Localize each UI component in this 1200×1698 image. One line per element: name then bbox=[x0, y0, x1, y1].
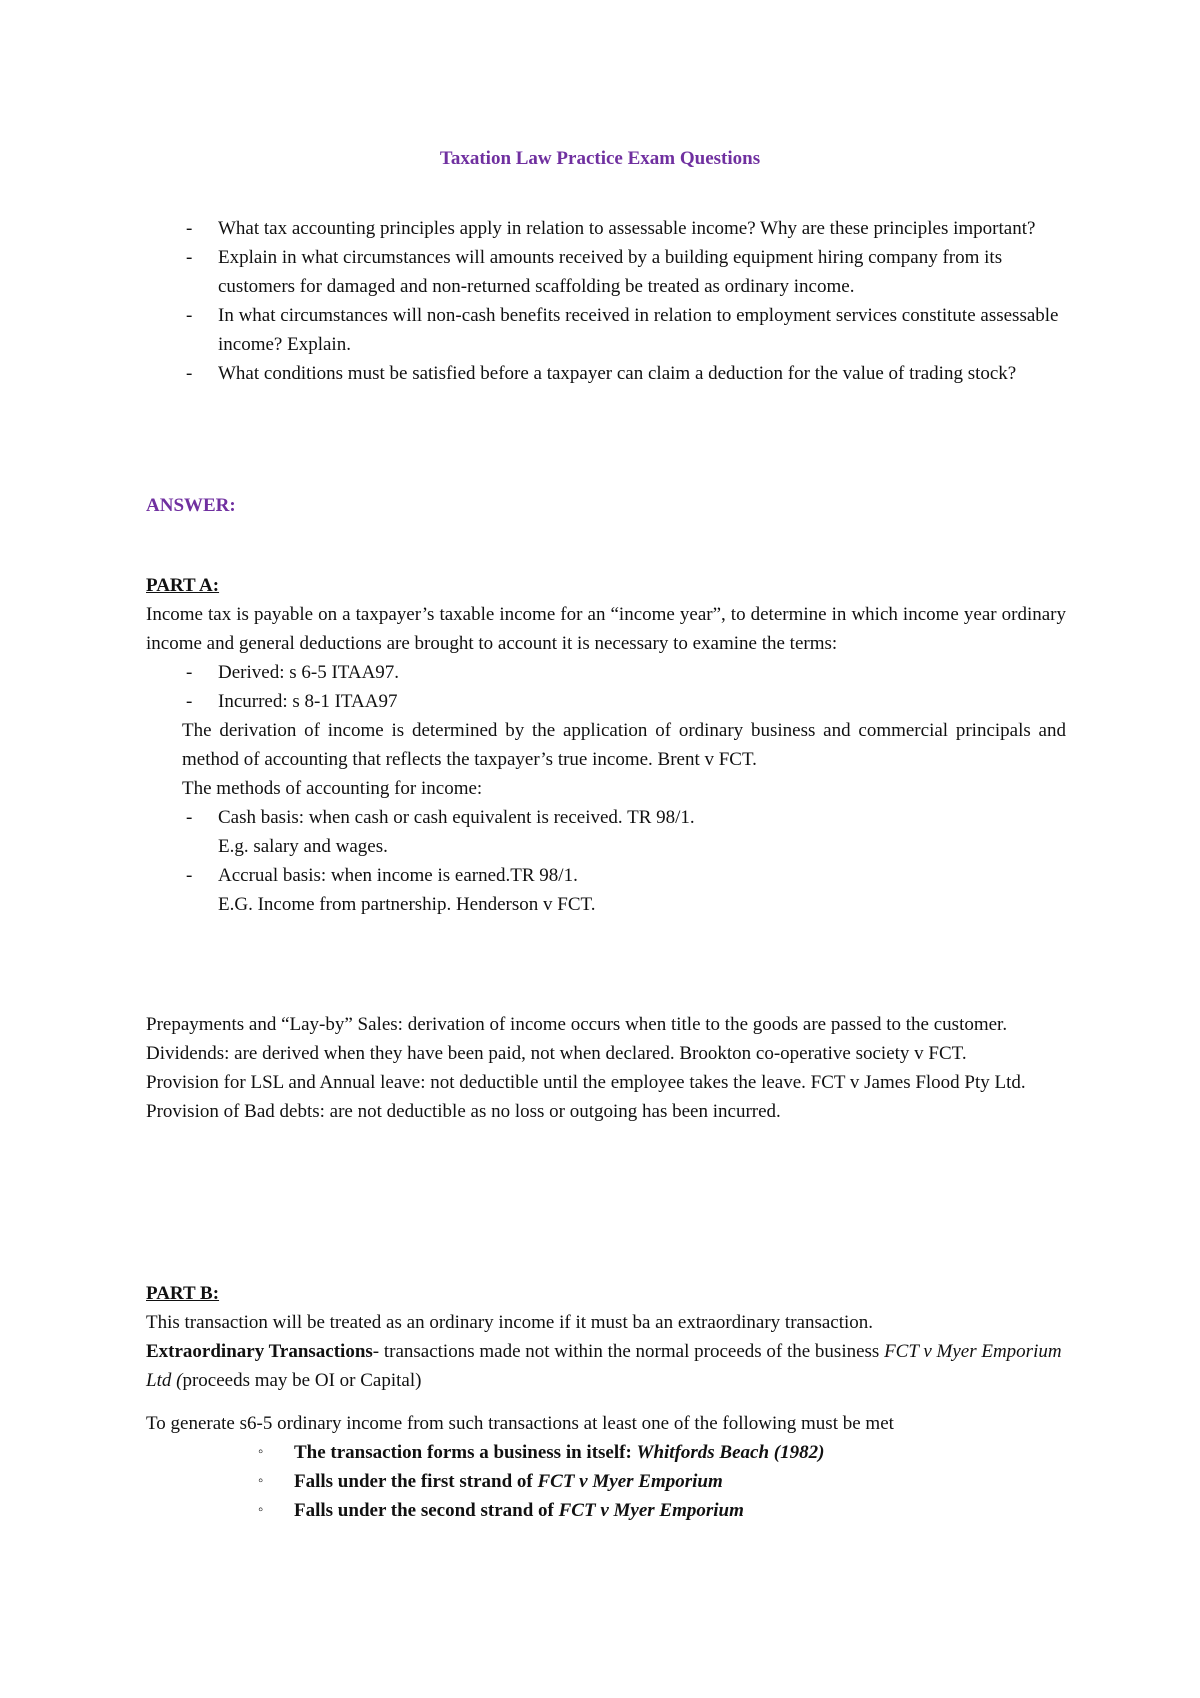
case-citation: Whitfords Beach (1982) bbox=[636, 1442, 825, 1463]
part-a-heading: PART A: bbox=[146, 575, 220, 596]
lsl-paragraph: Provision for LSL and Annual leave: not deductible until the employee takes the leave. FCT v James Flood Pty Ltd. bbox=[146, 1072, 1026, 1093]
method-item: - Accrual basis: when income is earned.TR 98/1. E.G. Income from partnership. Henderson v FCT. bbox=[146, 861, 1066, 919]
document-title: Taxation Law Practice Exam Questions bbox=[439, 148, 761, 169]
question-item: - Explain in what circumstances will amounts received by a building equipment hiring company from its customers for damaged and non-returned scaffolding be treated as ordinary income. bbox=[146, 243, 1066, 301]
conditions-list bbox=[146, 1438, 1066, 1525]
question-item: - In what circumstances will non-cash benefits received in relation to employment services constitute assessable income? Explain. bbox=[146, 301, 1066, 359]
derivation-paragraph: The derivation of income is determined by the application of ordinary business and commercial principals and method of accounting that reflects the taxpayer’s true income. Brent v FCT. bbox=[182, 720, 1066, 770]
answer-heading: ANSWER: bbox=[146, 495, 236, 516]
methods-list bbox=[146, 803, 1066, 919]
term-item: - Derived: s 6-5 ITAA97. bbox=[146, 658, 1066, 687]
terms-list bbox=[146, 658, 1066, 716]
method-item: - Cash basis: when cash or cash equivalent is received. TR 98/1. E.g. salary and wages. bbox=[146, 803, 1066, 861]
generate-paragraph: To generate s6-5 ordinary income from such transactions at least one of the following must be met bbox=[146, 1413, 894, 1434]
case-citation: FCT v Myer Emporium bbox=[537, 1471, 723, 1492]
dash-bullet-icon: - bbox=[186, 305, 193, 326]
condition-item: ◦ Falls under the second strand of FCT v Myer Emporium bbox=[146, 1496, 1066, 1525]
bad-debts-paragraph: Provision of Bad debts: are not deductible as no loss or outgoing has been incurred. bbox=[146, 1101, 781, 1122]
extraordinary-term: Extraordinary Transactions bbox=[146, 1341, 373, 1362]
dash-bullet-icon: - bbox=[186, 691, 193, 712]
circle-bullet-icon: ◦ bbox=[258, 1502, 264, 1518]
part-b-heading: PART B: bbox=[146, 1283, 220, 1304]
dash-bullet-icon: - bbox=[186, 662, 193, 683]
extraordinary-paragraph: Extraordinary Transactions- transactions made not within the normal proceeds of the business FCT v Myer Emporium Ltd (proceeds may be OI or Capital) bbox=[146, 1341, 1062, 1391]
part-a-section bbox=[146, 571, 1066, 919]
methods-intro: The methods of accounting for income: bbox=[182, 778, 483, 799]
dash-bullet-icon: - bbox=[186, 363, 193, 384]
part-b-section bbox=[146, 1279, 1066, 1525]
circle-bullet-icon: ◦ bbox=[258, 1444, 264, 1460]
part-a-notes bbox=[146, 1010, 1066, 1126]
questions-list bbox=[146, 214, 1066, 388]
part-a-intro: Income tax is payable on a taxpayer’s taxable income for an “income year”, to determine in which income year ordinary income and general deductions are brought to account it is necessary to examine the terms: bbox=[146, 604, 1066, 654]
dash-bullet-icon: - bbox=[186, 218, 193, 239]
prepayments-paragraph: Prepayments and “Lay-by” Sales: derivation of income occurs when title to the goods are passed to the customer. bbox=[146, 1014, 1008, 1035]
dash-bullet-icon: - bbox=[186, 865, 193, 886]
dash-bullet-icon: - bbox=[186, 247, 193, 268]
questions-section bbox=[146, 214, 1066, 388]
case-citation: FCT v Myer Emporium bbox=[558, 1500, 744, 1521]
condition-item: ◦ The transaction forms a business in itself: Whitfords Beach (1982) bbox=[146, 1438, 1066, 1467]
circle-bullet-icon: ◦ bbox=[258, 1473, 264, 1489]
dash-bullet-icon: - bbox=[186, 807, 193, 828]
question-item: - What conditions must be satisfied before a taxpayer can claim a deduction for the value of trading stock? bbox=[146, 359, 1066, 388]
dividends-paragraph: Dividends: are derived when they have been paid, not when declared. Brookton co-operative society v FCT. bbox=[146, 1043, 967, 1064]
case-citation: FCT v Myer Emporium Ltd ( bbox=[146, 1341, 1062, 1391]
condition-item: ◦ Falls under the first strand of FCT v Myer Emporium bbox=[146, 1467, 1066, 1496]
term-item: - Incurred: s 8-1 ITAA97 bbox=[146, 687, 1066, 716]
question-item: - What tax accounting principles apply in relation to assessable income? Why are these principles important? bbox=[146, 214, 1066, 243]
part-b-line1: This transaction will be treated as an ordinary income if it must ba an extraordinary transaction. bbox=[146, 1312, 874, 1333]
